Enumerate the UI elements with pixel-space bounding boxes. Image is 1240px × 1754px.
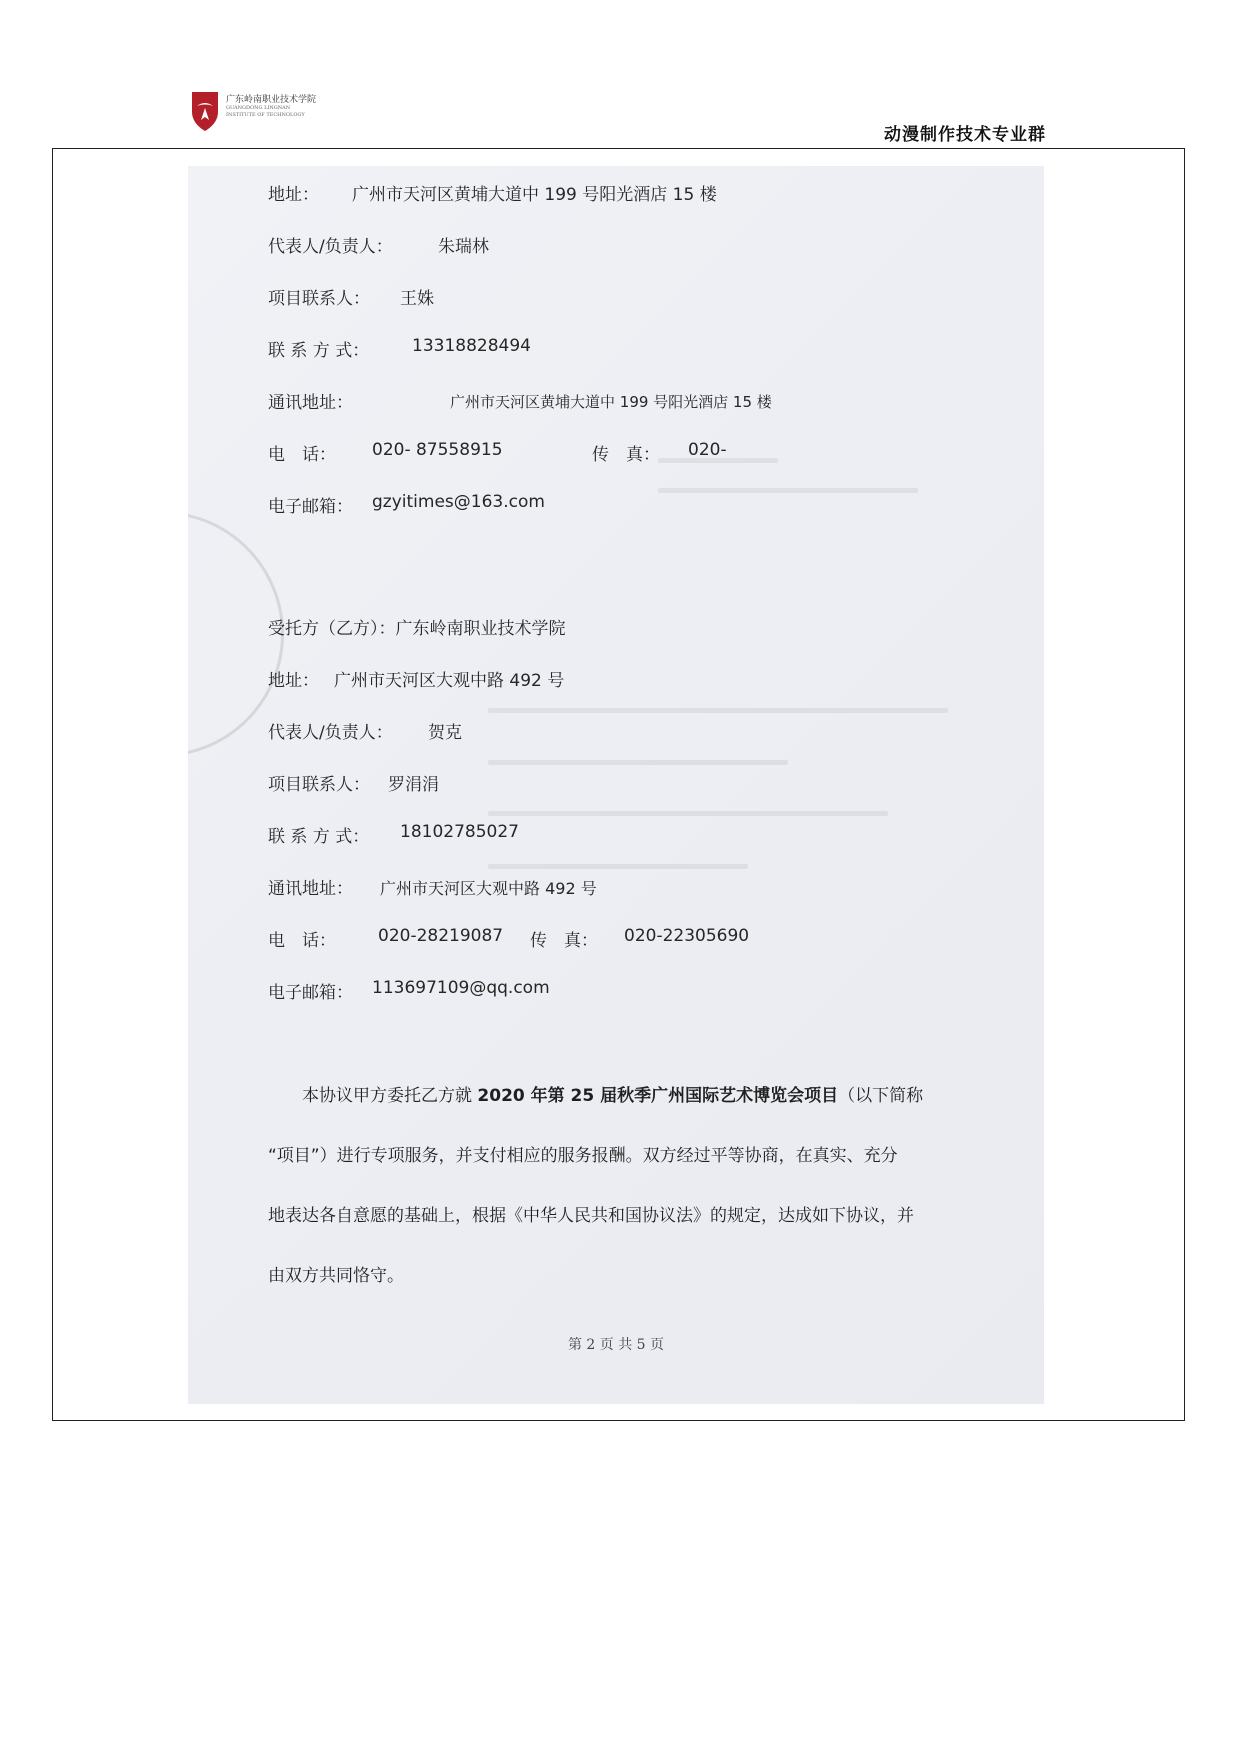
header-title: 动漫制作技术专业群 (884, 125, 1046, 145)
tel-value: 020- 87558915 (372, 440, 503, 460)
mailing-address-label: 通讯地址： (268, 879, 353, 899)
phone-value: 18102785027 (400, 822, 519, 842)
agreement-paragraph (268, 1066, 988, 1306)
tel-label: 电 话： (268, 931, 336, 951)
agreement-line-1 (268, 1066, 988, 1126)
representative-value: 贺克 (428, 723, 462, 743)
contact-value: 罗涓涓 (388, 775, 439, 795)
bleed-through-mark (658, 488, 918, 493)
logo-english-name-line-2: INSTITUTE OF TECHNOLOGY (226, 112, 305, 118)
representative-label: 代表人/负责人： (268, 723, 393, 743)
representative-label: 代表人/负责人： (268, 237, 393, 257)
mailing-address-value: 广州市天河区大观中路 492 号 (380, 879, 597, 898)
bleed-through-mark (488, 708, 948, 713)
phone-label: 联 系 方 式： (268, 827, 370, 847)
fax-value: 020- (688, 440, 727, 460)
email-label: 电子邮箱： (268, 497, 353, 517)
address-label: 地址： (268, 671, 319, 691)
mailing-address-label: 通讯地址： (268, 393, 353, 413)
address-label: 地址： (268, 185, 319, 205)
tel-value: 020-28219087 (378, 926, 504, 946)
email-value: gzyitimes@163.com (372, 492, 545, 512)
fax-value: 020-22305690 (624, 926, 750, 946)
phone-label: 联 系 方 式： (268, 341, 370, 361)
bleed-through-mark (488, 760, 788, 765)
fax-label: 传 真： (592, 445, 660, 465)
page-number: 第 2 页 共 5 页 (567, 1337, 665, 1353)
bleed-through-mark (488, 864, 748, 869)
party-b-heading: 受托方（乙方）：广东岭南职业技术学院 (268, 619, 566, 639)
contact-value: 王姝 (400, 289, 434, 309)
logo-english-name-line-1: GUANGDONG LINGNAN (226, 105, 291, 111)
address-value: 广州市天河区黄埔大道中 199 号阳光酒店 15 楼 (352, 185, 717, 205)
agreement-line-4: 由双方共同恪守。 (268, 1266, 404, 1286)
phone-value: 13318828494 (412, 336, 531, 356)
fax-label: 传 真： (530, 931, 598, 951)
agreement-line-2: “项目”）进行专项服务，并支付相应的服务报酬。双方经过平等协商，在真实、充分 (268, 1146, 898, 1166)
agreement-line-1-end: （以下简称 (838, 1086, 924, 1106)
address-value: 广州市天河区大观中路 492 号 (334, 671, 565, 691)
mailing-address-value: 广州市天河区黄埔大道中 199 号阳光酒店 15 楼 (450, 393, 772, 411)
school-logo (190, 90, 320, 136)
logo-chinese-name: 广东岭南职业技术学院 (226, 95, 317, 105)
agreement-line-3: 地表达各自意愿的基础上，根据《中华人民共和国协议法》的规定，达成如下协议，并 (268, 1206, 914, 1226)
project-name: 2020 年第 25 届秋季广州国际艺术博览会项目 (477, 1086, 839, 1106)
scanned-contract-page (188, 166, 1044, 1404)
tel-label: 电 话： (268, 445, 336, 465)
shield-emblem-icon (190, 90, 220, 132)
bleed-through-mark (488, 811, 888, 816)
contact-label: 项目联系人： (268, 289, 370, 309)
agreement-line-1-start: 本协议甲方委托乙方就 (302, 1086, 478, 1106)
representative-value: 朱瑞林 (438, 237, 489, 257)
email-label: 电子邮箱： (268, 983, 353, 1003)
contact-label: 项目联系人： (268, 775, 370, 795)
email-value: 113697109@qq.com (372, 978, 550, 998)
